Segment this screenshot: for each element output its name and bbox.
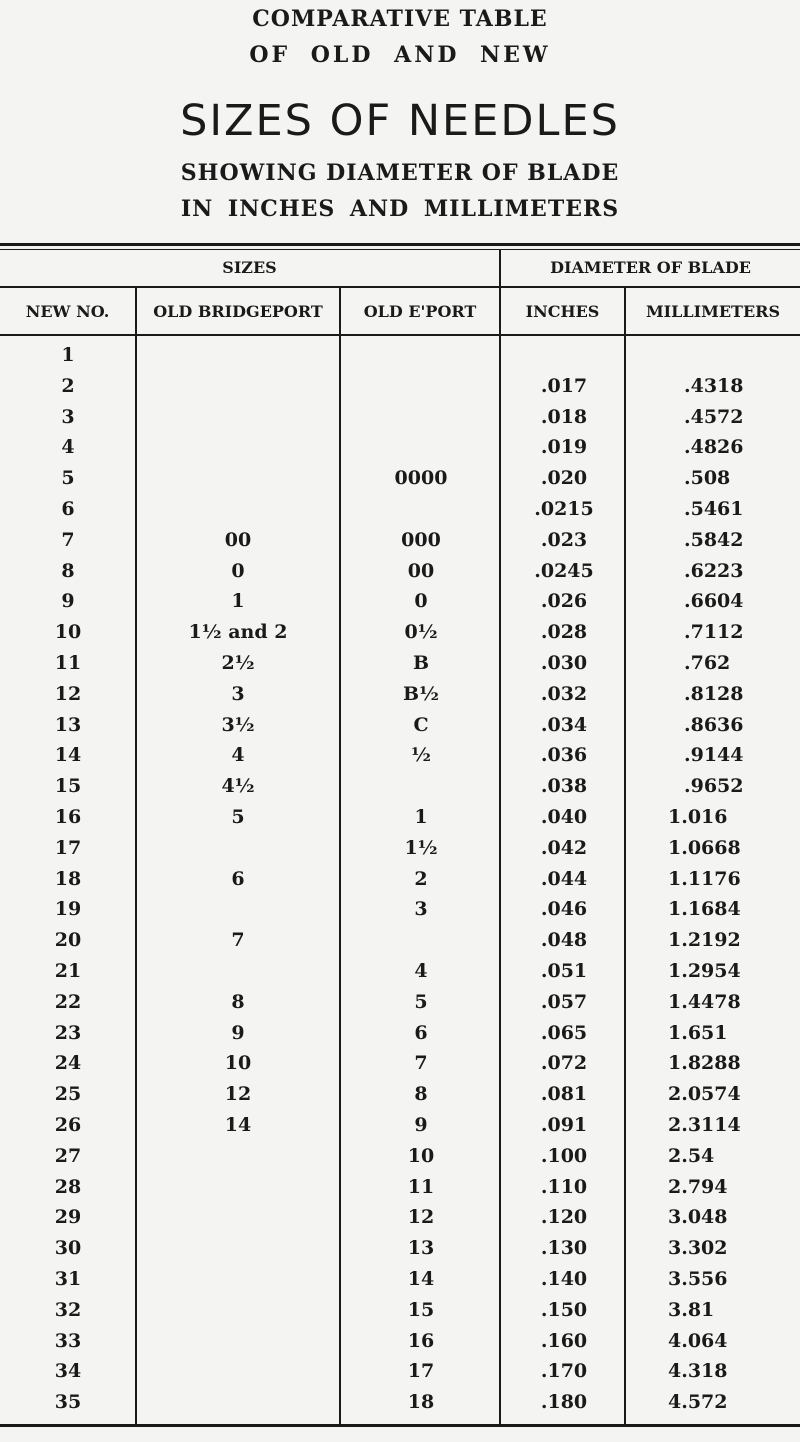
cell-old-eport: 17	[407, 1360, 435, 1383]
table-row	[0, 1295, 800, 1326]
column-header-millimeters: MILLIMETERS	[645, 302, 781, 321]
table-row	[0, 1233, 800, 1264]
cell-old-eport: 11	[407, 1175, 435, 1198]
cell-inches: .150	[540, 1298, 588, 1321]
cell-new-no: 33	[54, 1329, 82, 1352]
cell-millimeters: .6223	[684, 559, 744, 582]
table-row	[0, 833, 800, 864]
cell-new-no: 8	[61, 559, 75, 582]
cell-millimeters: 1.016	[668, 805, 728, 828]
cell-millimeters: 1.1176	[668, 867, 741, 890]
cell-new-no: 21	[54, 959, 82, 982]
cell-inches: .130	[540, 1237, 588, 1260]
table-row	[0, 1172, 800, 1203]
cell-millimeters: 1.8288	[668, 1052, 741, 1075]
cell-old-bridgeport: 4	[231, 744, 245, 767]
cell-new-no: 25	[54, 1083, 82, 1106]
cell-inches: .048	[540, 929, 588, 952]
cell-millimeters: .9144	[684, 744, 744, 767]
cell-millimeters: 2.54	[668, 1144, 715, 1167]
cell-new-no: 20	[54, 929, 82, 952]
cell-new-no: 11	[54, 651, 82, 674]
subtitle-line-1: SHOWING DIAMETER OF BLADE	[180, 160, 620, 186]
table-row	[0, 340, 800, 371]
column-header-rule	[0, 334, 800, 336]
cell-inches: .020	[540, 467, 588, 490]
cell-millimeters: 1.1684	[668, 898, 741, 921]
cell-millimeters: 1.651	[668, 1021, 728, 1044]
cell-millimeters: .5461	[684, 497, 744, 520]
cell-millimeters: 3.302	[668, 1237, 728, 1260]
cell-millimeters: .4318	[684, 374, 744, 397]
cell-inches: .042	[540, 836, 588, 859]
cell-old-eport: 13	[407, 1237, 435, 1260]
cell-old-bridgeport: 1½ and 2	[188, 621, 288, 644]
cell-millimeters: .762	[684, 651, 731, 674]
cell-millimeters: .5842	[684, 528, 744, 551]
table-row	[0, 1326, 800, 1357]
cell-millimeters: 1.2192	[668, 929, 741, 952]
cell-new-no: 3	[61, 405, 75, 428]
cell-old-eport: 0½	[404, 621, 438, 644]
cell-inches: .051	[540, 959, 588, 982]
cell-inches: .140	[540, 1267, 588, 1290]
cell-millimeters: .6604	[684, 590, 744, 613]
column-header-inches: INCHES	[525, 302, 600, 321]
table-row	[0, 586, 800, 617]
cell-millimeters: 3.556	[668, 1267, 728, 1290]
cell-inches: .032	[540, 682, 588, 705]
table-row	[0, 1048, 800, 1079]
cell-inches: .036	[540, 744, 588, 767]
table-row	[0, 771, 800, 802]
table-row	[0, 432, 800, 463]
cell-new-no: 10	[54, 621, 82, 644]
table-row	[0, 1141, 800, 1172]
cell-old-eport: 12	[407, 1206, 435, 1229]
cell-millimeters: .508	[684, 467, 731, 490]
cell-inches: .026	[540, 590, 588, 613]
table-row	[0, 802, 800, 833]
cell-old-eport: 0	[414, 590, 428, 613]
heading-line-1: COMPARATIVE TABLE	[252, 6, 548, 32]
table-row	[0, 1079, 800, 1110]
page-title: SIZES OF NEEDLES	[180, 96, 620, 146]
cell-new-no: 22	[54, 990, 82, 1013]
cell-new-no: 26	[54, 1113, 82, 1136]
cell-old-eport: 4	[414, 959, 428, 982]
table-row	[0, 463, 800, 494]
cell-millimeters: 1.0668	[668, 836, 741, 859]
cell-old-bridgeport: 0	[231, 559, 245, 582]
cell-millimeters: 1.4478	[668, 990, 741, 1013]
cell-old-eport: 8	[414, 1083, 428, 1106]
cell-inches: .091	[540, 1113, 588, 1136]
cell-old-eport: 15	[407, 1298, 435, 1321]
table-row	[0, 617, 800, 648]
table-top-rule-thin	[0, 249, 800, 250]
cell-new-no: 13	[54, 713, 82, 736]
cell-old-bridgeport: 12	[224, 1083, 252, 1106]
cell-old-eport: 5	[414, 990, 428, 1013]
table-row	[0, 525, 800, 556]
cell-new-no: 4	[61, 436, 75, 459]
cell-old-bridgeport: 3½	[221, 713, 255, 736]
cell-inches: .0215	[534, 497, 594, 520]
cell-new-no: 18	[54, 867, 82, 890]
table-row	[0, 894, 800, 925]
cell-old-bridgeport: 7	[231, 929, 245, 952]
cell-millimeters: .9652	[684, 775, 744, 798]
cell-old-bridgeport: 4½	[221, 775, 255, 798]
cell-millimeters: 1.2954	[668, 959, 741, 982]
column-header-old-bridgeport: OLD BRIDGEPORT	[153, 302, 323, 321]
table-row	[0, 679, 800, 710]
table-row	[0, 556, 800, 587]
table-row	[0, 864, 800, 895]
cell-millimeters: 2.0574	[668, 1083, 741, 1106]
group-header-sizes: SIZES	[222, 258, 277, 277]
cell-millimeters: .8636	[684, 713, 744, 736]
cell-new-no: 14	[54, 744, 82, 767]
table-row	[0, 987, 800, 1018]
table-row	[0, 1387, 800, 1418]
cell-old-bridgeport: 8	[231, 990, 245, 1013]
cell-old-eport: 00	[407, 559, 435, 582]
cell-inches: .046	[540, 898, 588, 921]
cell-new-no: 6	[61, 497, 75, 520]
cell-inches: .110	[540, 1175, 588, 1198]
cell-old-eport: 14	[407, 1267, 435, 1290]
cell-old-bridgeport: 9	[231, 1021, 245, 1044]
table-row	[0, 1018, 800, 1049]
cell-inches: .028	[540, 621, 588, 644]
cell-new-no: 5	[61, 467, 75, 490]
cell-old-eport: 6	[414, 1021, 428, 1044]
column-header-old-eport: OLD E'PORT	[363, 302, 477, 321]
cell-inches: .017	[540, 374, 588, 397]
cell-new-no: 31	[54, 1267, 82, 1290]
cell-new-no: 19	[54, 898, 82, 921]
table-row	[0, 494, 800, 525]
cell-millimeters: 4.064	[668, 1329, 728, 1352]
cell-old-eport: B½	[403, 682, 439, 705]
cell-old-eport: 0000	[394, 467, 448, 490]
cell-inches: .072	[540, 1052, 588, 1075]
cell-old-eport: B	[412, 651, 430, 674]
cell-old-eport: 000	[401, 528, 441, 551]
cell-new-no: 34	[54, 1360, 82, 1383]
cell-new-no: 9	[61, 590, 75, 613]
cell-old-eport: 9	[414, 1113, 428, 1136]
cell-millimeters: .4826	[684, 436, 744, 459]
table-row	[0, 740, 800, 771]
table-row	[0, 1202, 800, 1233]
cell-inches: .0245	[534, 559, 594, 582]
cell-new-no: 17	[54, 836, 82, 859]
cell-old-eport: 2	[414, 867, 428, 890]
cell-inches: .081	[540, 1083, 588, 1106]
cell-new-no: 35	[54, 1391, 82, 1414]
cell-inches: .065	[540, 1021, 588, 1044]
cell-old-eport: 7	[414, 1052, 428, 1075]
cell-new-no: 1	[61, 344, 75, 366]
cell-millimeters: 3.048	[668, 1206, 728, 1229]
cell-old-bridgeport: 00	[224, 528, 252, 551]
cell-inches: .023	[540, 528, 588, 551]
cell-old-eport: 1½	[404, 836, 438, 859]
cell-old-bridgeport: 14	[224, 1113, 252, 1136]
cell-new-no: 23	[54, 1021, 82, 1044]
cell-old-eport: 1	[414, 805, 428, 828]
cell-inches: .018	[540, 405, 588, 428]
cell-old-eport: 16	[407, 1329, 435, 1352]
cell-old-eport: C	[413, 713, 429, 736]
cell-old-bridgeport: 10	[224, 1052, 252, 1075]
cell-inches: .160	[540, 1329, 588, 1352]
cell-old-eport: 10	[407, 1144, 435, 1167]
table-row	[0, 925, 800, 956]
cell-new-no: 30	[54, 1237, 82, 1260]
cell-inches: .170	[540, 1360, 588, 1383]
cell-inches: .057	[540, 990, 588, 1013]
subtitle-line-2: IN INCHES AND MILLIMETERS	[180, 196, 620, 222]
heading-line-2: OF OLD AND NEW	[249, 42, 551, 68]
cell-new-no: 16	[54, 805, 82, 828]
table-body	[0, 340, 800, 1418]
table-row	[0, 1264, 800, 1295]
cell-old-bridgeport: 5	[231, 805, 245, 828]
table-row	[0, 402, 800, 433]
table-top-rule	[0, 243, 800, 246]
table-row	[0, 371, 800, 402]
cell-new-no: 32	[54, 1298, 82, 1321]
cell-millimeters: 2.794	[668, 1175, 728, 1198]
cell-old-bridgeport: 1	[231, 590, 245, 613]
table-row	[0, 956, 800, 987]
cell-old-bridgeport: 6	[231, 867, 245, 890]
cell-inches: .120	[540, 1206, 588, 1229]
cell-millimeters: .7112	[684, 621, 744, 644]
cell-inches: .044	[540, 867, 588, 890]
cell-millimeters: 4.572	[668, 1391, 728, 1414]
table-row	[0, 710, 800, 741]
cell-new-no: 2	[61, 374, 75, 397]
cell-new-no: 15	[54, 775, 82, 798]
cell-inches: .180	[540, 1391, 588, 1414]
cell-millimeters: 3.81	[668, 1298, 715, 1321]
table-bottom-rule	[0, 1424, 800, 1427]
column-header-new-no: NEW NO.	[25, 302, 110, 321]
cell-inches: .030	[540, 651, 588, 674]
cell-old-eport: ½	[411, 744, 431, 767]
cell-new-no: 27	[54, 1144, 82, 1167]
group-header-diameter: DIAMETER OF BLADE	[550, 258, 751, 277]
cell-old-bridgeport: 3	[231, 682, 245, 705]
cell-new-no: 7	[61, 528, 75, 551]
cell-new-no: 29	[54, 1206, 82, 1229]
group-header-rule	[0, 286, 800, 288]
cell-new-no: 28	[54, 1175, 82, 1198]
cell-millimeters: 2.3114	[668, 1113, 741, 1136]
cell-new-no: 12	[54, 682, 82, 705]
cell-new-no: 24	[54, 1052, 82, 1075]
table-row	[0, 1110, 800, 1141]
table-row	[0, 648, 800, 679]
cell-inches: .038	[540, 775, 588, 798]
cell-old-eport: 18	[407, 1391, 435, 1414]
cell-inches: .034	[540, 713, 588, 736]
cell-inches: .019	[540, 436, 588, 459]
table-row	[0, 1356, 800, 1387]
cell-millimeters: .8128	[684, 682, 744, 705]
cell-millimeters: 4.318	[668, 1360, 728, 1383]
cell-old-bridgeport: 2½	[221, 651, 255, 674]
cell-old-eport: 3	[414, 898, 428, 921]
cell-millimeters: .4572	[684, 405, 744, 428]
cell-inches: .100	[540, 1144, 588, 1167]
cell-inches: .040	[540, 805, 588, 828]
